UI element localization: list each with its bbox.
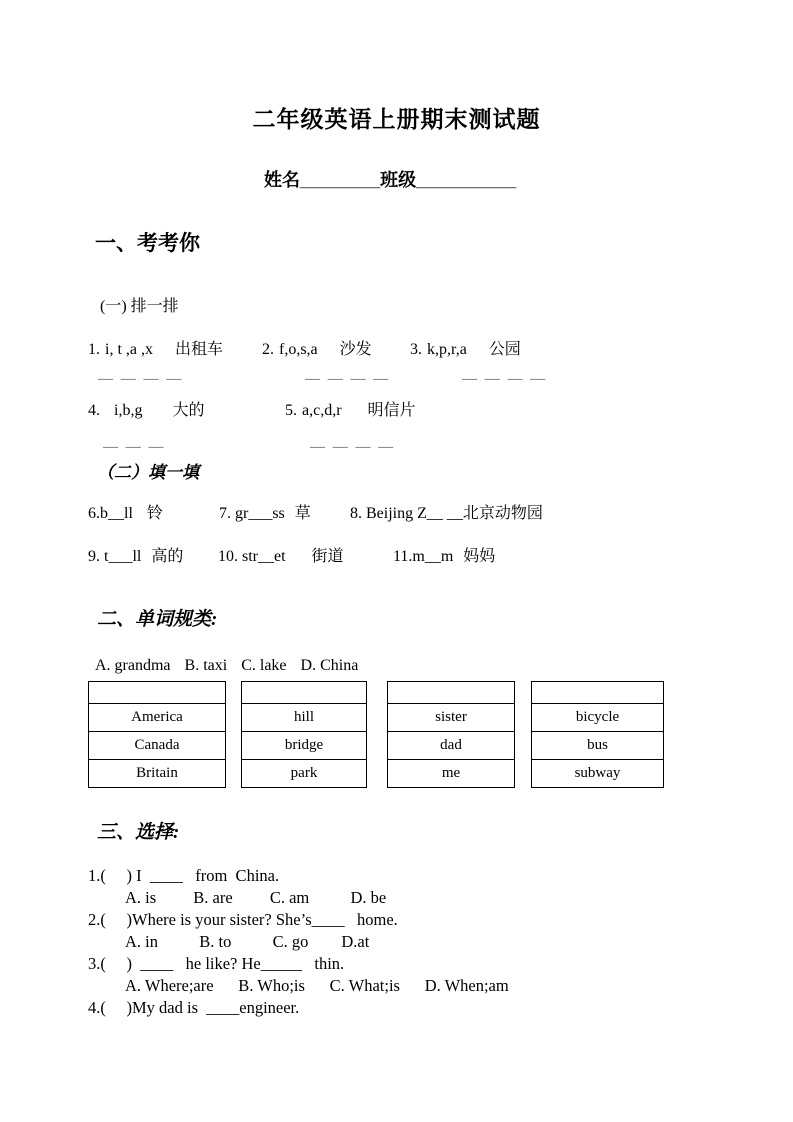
fill-cn: 草	[294, 505, 311, 522]
table-cell	[242, 682, 367, 704]
table-cell: bus	[532, 732, 664, 760]
sort-item-4	[88, 397, 204, 420]
fill-cn: 铃	[146, 505, 163, 522]
sort-item-3	[410, 336, 521, 359]
word-bank-option-c: C. lake	[241, 657, 287, 674]
fill-en: 11.m__m	[393, 548, 454, 565]
item-number: 3.	[410, 341, 422, 358]
fill-cn: 高的	[151, 548, 184, 565]
part-one-heading: (一) 排一排	[100, 298, 179, 315]
table-cell: park	[242, 760, 367, 788]
answer-blank-3: — — — —	[462, 371, 548, 387]
table-cell: hill	[242, 704, 367, 732]
classification-table-3	[387, 681, 515, 788]
word-bank-option-a: A. grandma	[95, 657, 171, 674]
item-letters: a,c,d,r	[302, 402, 342, 419]
question-3-stem: 3.( ) ____ he like? He_____ thin.	[88, 954, 345, 973]
class-blank: __________	[416, 170, 517, 190]
table-cell: Britain	[89, 760, 226, 788]
classification-table-4	[531, 681, 664, 788]
item-number: 5.	[285, 402, 297, 419]
question-2-stem: 2.( )Where is your sister? She’s____ home.	[88, 910, 398, 929]
fill-item-7	[219, 500, 311, 523]
item-number: 4.	[88, 402, 100, 419]
table-cell: Canada	[89, 732, 226, 760]
sort-item-1	[88, 336, 223, 359]
classification-tables	[88, 681, 664, 788]
item-word: 大的	[172, 402, 205, 419]
item-word: 沙发	[339, 341, 372, 358]
fill-en: 8. Beijing Z__ __	[350, 505, 463, 522]
table-cell	[388, 682, 515, 704]
fill-item-9	[88, 543, 183, 566]
word-bank-option-b: B. taxi	[184, 657, 228, 674]
table-cell: me	[388, 760, 515, 788]
table-cell: dad	[388, 732, 515, 760]
item-letters: f,o,s,a	[279, 341, 318, 358]
item-word: 明信片	[367, 402, 416, 419]
class-label: 班级	[380, 170, 417, 190]
part-two-heading: （二）填一填	[97, 463, 199, 482]
fill-en: 9. t___ll	[88, 548, 142, 565]
fill-cn: 街道	[311, 548, 344, 565]
table-cell: bicycle	[532, 704, 664, 732]
fill-en: 10. str__et	[218, 548, 286, 565]
item-word: 出租车	[175, 341, 224, 358]
section-one-heading: 一、考考你	[95, 232, 200, 255]
fill-cn: 妈妈	[463, 548, 496, 565]
word-bank	[95, 657, 358, 675]
sort-item-5	[285, 397, 416, 420]
answer-blank-5: — — — —	[310, 439, 396, 455]
fill-en: 7. gr___ss	[219, 505, 285, 522]
answer-blank-2: — — — —	[305, 371, 391, 387]
section-two-heading: 二、单词规类:	[97, 609, 218, 630]
fill-item-6	[88, 500, 163, 523]
answer-blank-4: — — —	[103, 439, 166, 455]
table-cell	[532, 682, 664, 704]
fill-item-10	[218, 543, 344, 566]
name-label: 姓名	[264, 170, 300, 190]
answer-blank-1: — — — —	[98, 371, 184, 387]
multiple-choice-questions	[88, 865, 509, 1019]
item-letters: i, t ,a ,x	[105, 341, 153, 358]
classification-table-1	[88, 681, 226, 788]
table-cell: subway	[532, 760, 664, 788]
table-cell	[89, 682, 226, 704]
item-number: 2.	[262, 341, 274, 358]
question-1-options: A. is B. are C. am D. be	[125, 888, 387, 907]
item-letters: i,b,g	[114, 402, 143, 419]
sort-item-2	[262, 336, 372, 359]
section-three-heading: 三、选择:	[97, 822, 180, 843]
fill-en: 6.b__ll	[88, 505, 133, 522]
question-2-options: A. in B. to C. go D.at	[125, 932, 370, 951]
classification-table-2	[241, 681, 367, 788]
name-blank: ________	[300, 170, 381, 190]
fill-cn: 北京动物园	[462, 505, 543, 522]
item-letters: k,p,r,a	[427, 341, 467, 358]
name-class-line	[264, 166, 516, 192]
question-4-stem: 4.( )My dad is ____engineer.	[88, 998, 300, 1017]
item-number: 1.	[88, 341, 100, 358]
question-1-stem: 1.( ) I ____ from China.	[88, 866, 280, 885]
fill-item-11	[393, 543, 495, 566]
question-3-options: A. Where;are B. Who;is C. What;is D. When;am	[125, 976, 509, 995]
table-cell: America	[89, 704, 226, 732]
table-cell: sister	[388, 704, 515, 732]
item-word: 公园	[488, 341, 521, 358]
page-title: 二年级英语上册期末测试题	[252, 106, 541, 132]
table-cell: bridge	[242, 732, 367, 760]
word-bank-option-d: D. China	[300, 657, 359, 674]
fill-item-8	[350, 500, 543, 523]
